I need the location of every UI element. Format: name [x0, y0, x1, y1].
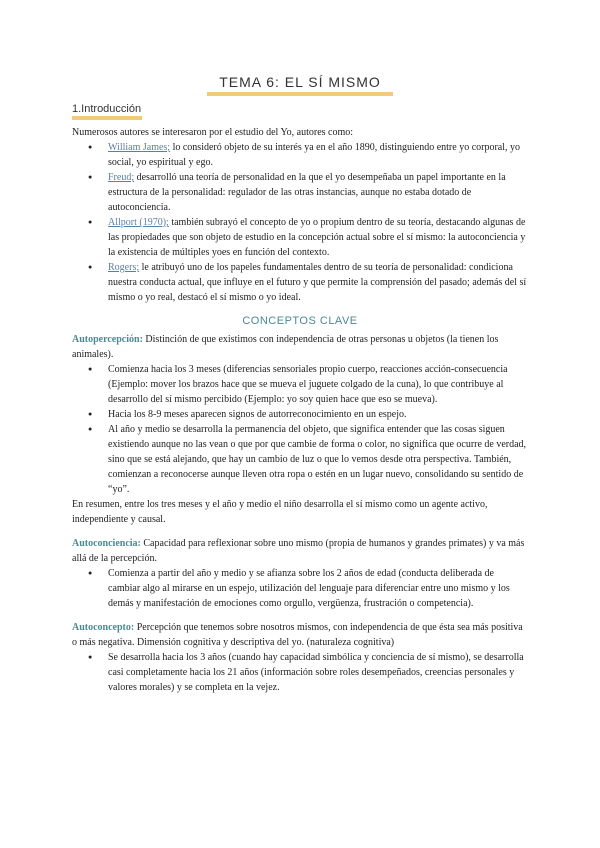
concepts-heading: CONCEPTOS CLAVE [242, 315, 358, 327]
spacer [72, 611, 528, 620]
author-link-james[interactable]: William James; [108, 142, 171, 153]
authors-list [72, 140, 528, 305]
content-body [72, 125, 528, 695]
autoconciencia-list [72, 566, 528, 611]
intro-lead: Numerosos autores se interesaron por el estudio del Yo, autores como: [72, 127, 354, 138]
author-text: lo consideró objeto de su interés ya en el año 1890, distinguiendo entre yo corporal, yo social, yo espiritual y ego. [108, 142, 521, 168]
autoconcepto-definition [72, 620, 528, 650]
author-text: le atribuyó uno de los papeles fundamentales dentro de su teoría de personalidad: condiciona nuestra conducta actual, que influye en el futuro y que permite la comprensión del pasado; además del sí mismo o yo real, destacó el sí mismo o yo ideal. [108, 262, 527, 303]
list-item: ● Al año y medio se desarrolla la permanencia del objeto, que significa entender que las cosas siguen existiendo aunque no las vean o que por que cambie de forma o color, no significa que ocurre de verdad, sino que se está alejando, que hay un cambio de luz o que lo vemos desde otra perspectiva. También, comienzan a reconocerse aunque lleven otra ropa o estén en un lugar nuevo, consolidando su sentido de “yo”. [108, 422, 528, 497]
author-link-allport[interactable]: Allport (1970); [108, 217, 169, 228]
title-container [0, 74, 600, 96]
author-text: también subrayó el concepto de yo o propium dentro de su teoría, destacando algunas de las propiedades que son objeto de estudio en la concepción actual sobre el sí mismo: la autoconciencia y la existencia de múltiples yoes en función del contexto. [108, 217, 526, 258]
list-item: ● Comienza hacia los 3 meses (diferencias sensoriales propio cuerpo, reacciones acción-consecuencia (Ejemplo: mover los brazos hace que se mueva el juguete colgado de la cuna), lo que contribuye al desarrollo del sí mismo percibido (Ejemplo: yo soy quien hace que eso se mueva). [108, 362, 528, 407]
definition-text: Distinción de que existimos con independencia de otras personas u objetos (la tienen los animales). [72, 334, 499, 360]
list-item: ● Comienza a partir del año y medio y se afianza sobre los 2 años de edad (conducta deliberada de cambiar algo al mirarse en un espejo, utilización del lenguaje para diferenciar entre uno mismo y los demás y manifestación de emociones como orgullo, vergüenza, frustración o competencia). [108, 566, 528, 611]
author-item [108, 140, 528, 170]
autopercepcion-summary: En resumen, entre los tres meses y el año y medio el niño desarrolla el sí mismo como un agente activo, independiente y causal. [72, 499, 488, 525]
list-item: ● Hacia los 8-9 meses aparecen signos de autorreconocimiento en un espejo. [108, 407, 528, 422]
autoconcepto-term: Autoconcepto: [72, 622, 135, 633]
intro-heading: 1.Introducción [72, 103, 142, 120]
author-text: desarrolló una teoría de personalidad en la que el yo desempeñaba un papel importante en la estructura de la personalidad: regulador de las otras instancias, aunque no estaba dotado de autoconciencia. [108, 172, 506, 213]
page-title: TEMA 6: EL SÍ MISMO [207, 75, 393, 96]
autoconcepto-list [72, 650, 528, 695]
author-link-rogers[interactable]: Rogers; [108, 262, 140, 273]
list-item: ● Se desarrolla hacia los 3 años (cuando hay capacidad simbólica y conciencia de sí mismo), se desarrolla casi completamente hacia los 21 años (información sobre roles desempeñados, creencias personales y valores morales) y se completa en la vejez. [108, 650, 528, 695]
autoconciencia-term: Autoconciencia: [72, 538, 141, 549]
author-item [108, 260, 528, 305]
autopercepcion-list [72, 362, 528, 497]
autoconciencia-definition [72, 536, 528, 566]
autopercepcion-definition [72, 332, 528, 362]
author-item [108, 170, 528, 215]
definition-text: Percepción que tenemos sobre nosotros mismos, con independencia de que ésta sea más positiva o más negativa. Dimensión cognitiva y descriptiva del yo. (naturaleza cognitiva) [72, 622, 523, 648]
definition-text: Capacidad para reflexionar sobre uno mismo (propia de humanos y grandes primates) y va más allá de la percepción. [72, 538, 525, 564]
autopercepcion-term: Autopercepción: [72, 334, 143, 345]
spacer [72, 527, 528, 536]
author-link-freud[interactable]: Freud; [108, 172, 135, 183]
author-item [108, 215, 528, 260]
